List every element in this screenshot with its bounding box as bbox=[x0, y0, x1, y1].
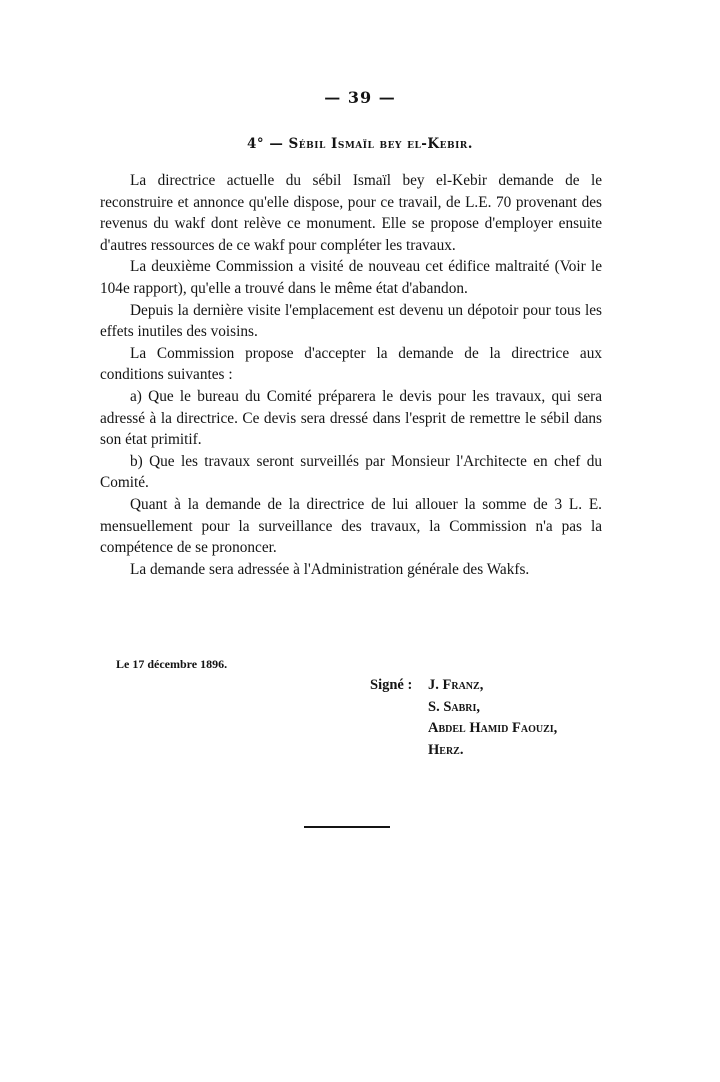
signatory-name: S. Sabri, bbox=[428, 698, 481, 715]
signatory-name: J. Franz, bbox=[428, 677, 484, 693]
end-rule bbox=[304, 826, 390, 828]
section-heading: 4° — Sébil Ismaïl bey el-Kebir. bbox=[247, 136, 473, 152]
signature-block bbox=[370, 675, 557, 761]
paragraph-request: La directrice actuelle du sébil Ismaïl bey el-Kebir demande de le reconstruire et annonce qu'elle dispose, pour ce travail, de L.E. 70 provenant des revenus du wakf dont relève ce monument. Elle se propose d'employer ensuite d'autres ressources de ce wakf pour compléter les travaux. bbox=[100, 172, 602, 254]
paragraph-allowance: Quant à la demande de la directrice de lui allouer la somme de 3 L. E. mensuellement pour la surveillance des travaux, la Commission n'a pas la compétence de se prononcer. bbox=[100, 495, 602, 557]
document-date: Le 17 décembre 1896. bbox=[116, 657, 228, 671]
paragraph-administration: La demande sera adressée à l'Administration générale des Wakfs. bbox=[130, 560, 530, 578]
page-number: — 39 — bbox=[324, 88, 396, 107]
signatory-name: Herz. bbox=[428, 741, 464, 758]
body-text bbox=[100, 170, 602, 580]
signatory-name: Abdel Hamid Faouzi, bbox=[428, 720, 558, 736]
paragraph-proposal: La Commission propose d'accepter la demande de la directrice aux conditions suivantes : bbox=[100, 344, 602, 384]
paragraph-condition-a: a) Que le bureau du Comité préparera le devis pour les travaux, qui sera adressé à la directrice. Ce devis sera dressé dans l'esprit de remettre le sébil dans son état primitif. bbox=[100, 387, 602, 449]
paragraph-condition-b: b) Que les travaux seront surveillés par Monsieur l'Architecte en chef du Comité. bbox=[100, 452, 602, 492]
paragraph-depot: Depuis la dernière visite l'emplacement est devenu un dépotoir pour tous les effets inutiles des voisins. bbox=[100, 301, 602, 341]
paragraph-commission-visit: La deuxième Commission a visité de nouveau cet édifice maltraité (Voir le 104e rapport), qu'elle a trouvé dans le même état d'abandon. bbox=[100, 258, 602, 297]
signature-label: Signé : bbox=[370, 677, 413, 693]
